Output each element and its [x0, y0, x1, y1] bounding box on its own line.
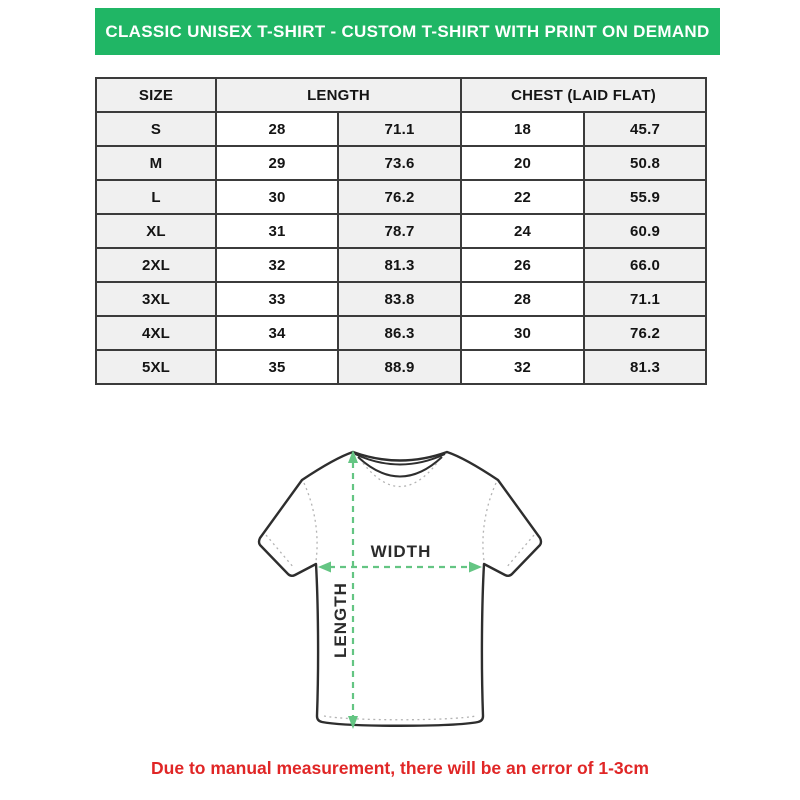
- size-chart-container: [95, 77, 707, 385]
- table-row: [96, 180, 706, 214]
- tshirt-diagram-svg: [238, 428, 562, 758]
- table-row: [96, 112, 706, 146]
- chest-cm-cell: 71.1: [584, 282, 706, 316]
- table-row: [96, 214, 706, 248]
- length-label: LENGTH: [331, 582, 350, 658]
- chest-in-cell: 18: [461, 112, 584, 146]
- length-cm-cell: 88.9: [338, 350, 461, 384]
- chest-in-cell: 22: [461, 180, 584, 214]
- length-in-cell: 30: [216, 180, 338, 214]
- table-row: [96, 146, 706, 180]
- size-cell: 4XL: [96, 316, 216, 350]
- length-cm-cell: 86.3: [338, 316, 461, 350]
- table-header-row: [96, 78, 706, 112]
- size-cell: 5XL: [96, 350, 216, 384]
- length-in-cell: 31: [216, 214, 338, 248]
- chest-in-cell: 30: [461, 316, 584, 350]
- size-cell: M: [96, 146, 216, 180]
- column-header-length: LENGTH: [216, 78, 461, 112]
- length-in-cell: 29: [216, 146, 338, 180]
- size-cell: L: [96, 180, 216, 214]
- length-cm-cell: 78.7: [338, 214, 461, 248]
- chest-cm-cell: 66.0: [584, 248, 706, 282]
- length-cm-cell: 76.2: [338, 180, 461, 214]
- table-row: [96, 316, 706, 350]
- chest-cm-cell: 60.9: [584, 214, 706, 248]
- size-cell: 2XL: [96, 248, 216, 282]
- length-in-cell: 32: [216, 248, 338, 282]
- size-cell: 3XL: [96, 282, 216, 316]
- title-banner: [95, 8, 720, 55]
- width-label: WIDTH: [370, 542, 432, 561]
- column-header-chest: CHEST (LAID FLAT): [461, 78, 706, 112]
- chest-in-cell: 32: [461, 350, 584, 384]
- size-cell: XL: [96, 214, 216, 248]
- table-row: [96, 350, 706, 384]
- measurement-disclaimer: Due to manual measurement, there will be an error of 1-3cm: [151, 758, 649, 778]
- length-in-cell: 33: [216, 282, 338, 316]
- size-cell: S: [96, 112, 216, 146]
- chest-in-cell: 20: [461, 146, 584, 180]
- chest-in-cell: 28: [461, 282, 584, 316]
- tshirt-measurement-diagram: [238, 428, 562, 758]
- chest-in-cell: 24: [461, 214, 584, 248]
- length-cm-cell: 83.8: [338, 282, 461, 316]
- chest-cm-cell: 81.3: [584, 350, 706, 384]
- length-cm-cell: 73.6: [338, 146, 461, 180]
- chest-cm-cell: 76.2: [584, 316, 706, 350]
- column-header-size: SIZE: [96, 78, 216, 112]
- length-cm-cell: 71.1: [338, 112, 461, 146]
- tshirt-outline: [259, 452, 541, 726]
- page-title: CLASSIC UNISEX T-SHIRT - CUSTOM T-SHIRT WITH PRINT ON DEMAND: [105, 21, 710, 41]
- chest-in-cell: 26: [461, 248, 584, 282]
- table-row: [96, 248, 706, 282]
- chest-cm-cell: 55.9: [584, 180, 706, 214]
- length-cm-cell: 81.3: [338, 248, 461, 282]
- chest-cm-cell: 50.8: [584, 146, 706, 180]
- chest-cm-cell: 45.7: [584, 112, 706, 146]
- length-in-cell: 35: [216, 350, 338, 384]
- length-in-cell: 28: [216, 112, 338, 146]
- size-chart-table: [95, 77, 707, 385]
- table-row: [96, 282, 706, 316]
- length-in-cell: 34: [216, 316, 338, 350]
